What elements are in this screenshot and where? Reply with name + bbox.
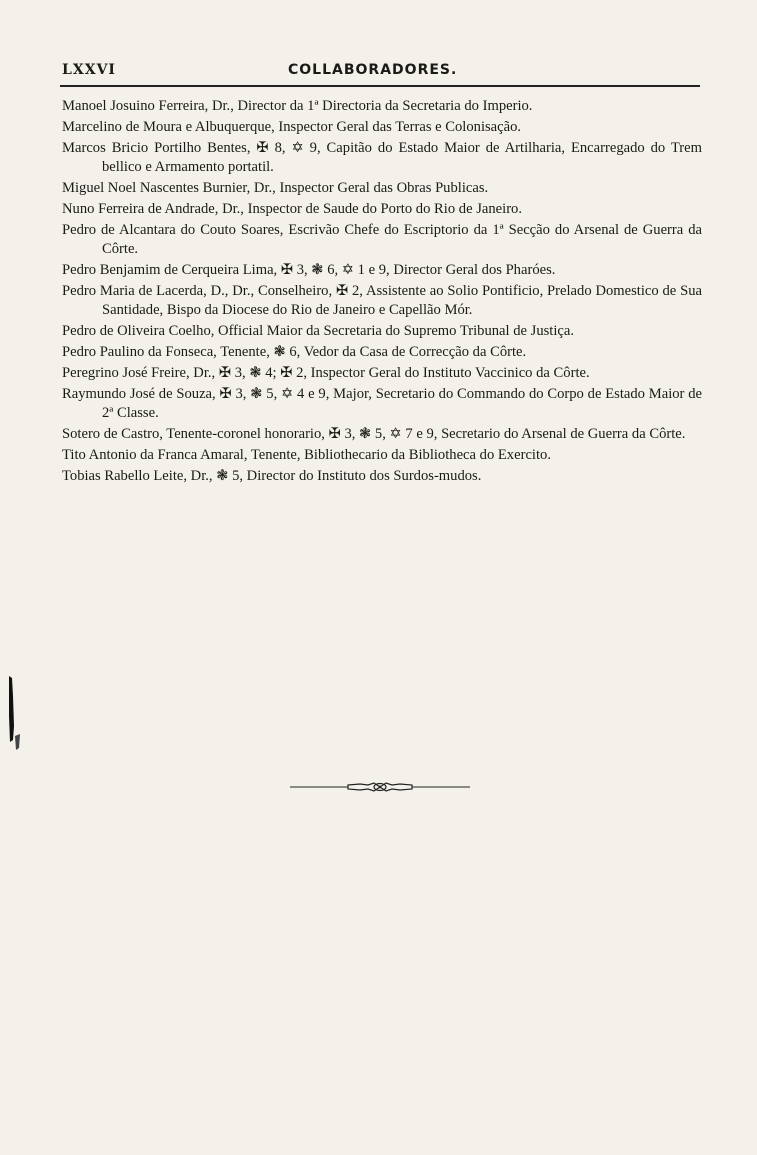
list-item: Pedro Paulino da Fonseca, Tenente, ❃ 6, Vedor da Casa de Correcção da Côrte. <box>62 344 527 360</box>
list-item: Pedro de Alcantara do Couto Soares, Escrivão Chefe do Escriptorio da 1ª Secção do Arsenal de Guerra da Côrte. <box>62 222 702 257</box>
list-item: Miguel Noel Nascentes Burnier, Dr., Inspector Geral das Obras Publicas. <box>62 180 489 196</box>
ornamental-divider-icon <box>290 780 470 794</box>
list-item: Nuno Ferreira de Andrade, Dr., Inspector de Saude do Porto do Rio de Janeiro. <box>62 201 522 217</box>
collaborators-list <box>62 97 702 488</box>
list-item: Pedro de Oliveira Coelho, Official Maior da Secretaria do Supremo Tribunal de Justiça. <box>62 323 575 339</box>
list-item: Marcos Bricio Portilho Bentes, ✠ 8, ✡ 9, Capitão do Estado Maior de Artilharia, Encarregado do Trem bellico e Armamento portatil. <box>62 140 702 175</box>
list-item: Marcelino de Moura e Albuquerque, Inspector Geral das Terras e Colonisação. <box>62 119 522 135</box>
header-rule <box>60 85 700 87</box>
margin-ink-mark-icon <box>6 676 22 756</box>
list-item: Tobias Rabello Leite, Dr., ❃ 5, Director do Instituto dos Surdos-mudos. <box>62 468 482 484</box>
list-item: Pedro Benjamim de Cerqueira Lima, ✠ 3, ❃ 6, ✡ 1 e 9, Director Geral dos Pharóes. <box>62 262 556 278</box>
list-item: Sotero de Castro, Tenente-coronel honorario, ✠ 3, ❃ 5, ✡ 7 e 9, Secretario do Arsenal de Guerra da Côrte. <box>62 426 686 442</box>
list-item: Tito Antonio da Franca Amaral, Tenente, Bibliothecario da Bibliotheca do Exercito. <box>62 447 551 463</box>
running-title: COLLABORADORES. <box>288 62 458 78</box>
page-header <box>62 62 698 84</box>
list-item: Raymundo José de Souza, ✠ 3, ❃ 5, ✡ 4 e 9, Major, Secretario do Commando do Corpo de Estado Maior de 2ª Classe. <box>62 386 702 421</box>
list-item: Peregrino José Freire, Dr., ✠ 3, ❃ 4; ✠ 2, Inspector Geral do Instituto Vaccinico da Côrte. <box>62 365 590 381</box>
page-number: LXXVI <box>62 62 116 78</box>
list-item: Manoel Josuino Ferreira, Dr., Director da 1ª Directoria da Secretaria do Imperio. <box>62 98 533 114</box>
list-item: Pedro Maria de Lacerda, D., Dr., Conselheiro, ✠ 2, Assistente ao Solio Pontificio, Prelado Domestico de Sua Santidade, Bispo da Diocese do Rio de Janeiro e Capellão Mór. <box>62 283 702 318</box>
